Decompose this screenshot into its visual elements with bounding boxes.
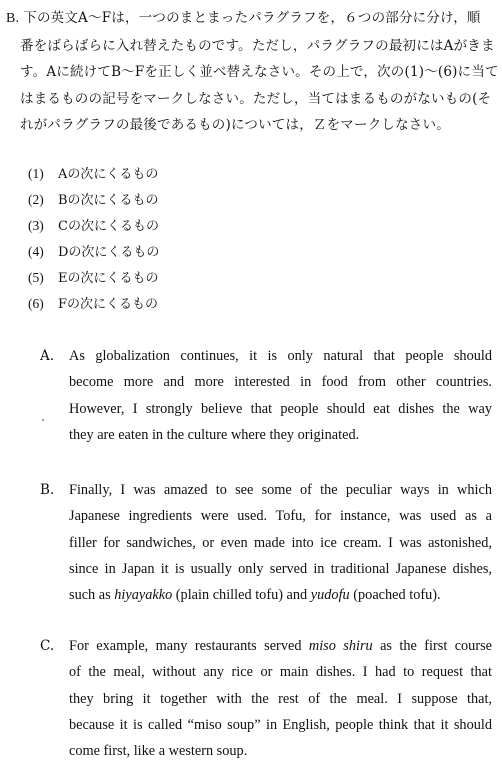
question-text: Dの次にくるもの <box>58 245 160 260</box>
paragraph-line: such as hiyayakko (plain chilled tofu) and yudofu (poached tofu). <box>69 587 441 604</box>
section-b-instructions <box>6 5 499 139</box>
paragraph-label: C. <box>40 638 55 654</box>
question-text: Fの次にくるもの <box>58 297 159 312</box>
question-number: (6) <box>28 296 44 311</box>
question-1[interactable] <box>28 161 328 187</box>
question-number: (3) <box>28 218 44 233</box>
section-label: B. <box>6 11 20 26</box>
question-6[interactable] <box>28 291 328 317</box>
instruction-line-3: す。Aに続けてB〜Fを正しく並べ替えなさい。その上で，次の(1)〜(6)に当て <box>20 64 499 80</box>
japanese-term: miso shiru <box>308 638 373 654</box>
paragraph-a <box>40 343 492 448</box>
paragraph-line: become more and more interested in food from other countries. <box>69 374 492 391</box>
paragraph-c <box>40 633 492 764</box>
paragraph-line: they are eaten in the culture where they originated. <box>69 426 360 443</box>
instruction-line-5: れがパラグラフの最後であるもの)については，Ｚをマークしなさい。 <box>20 117 450 133</box>
question-number: (1) <box>28 166 44 181</box>
instruction-line-4: はまるものの記号をマークしなさい。ただし，当てはまるものがないもの(そ <box>20 90 492 107</box>
instruction-line-2: 番をばらばらに入れ替えたものです。ただし，パラグラフの最初にはAがきま <box>20 37 495 54</box>
question-number: (4) <box>28 244 44 259</box>
paragraph-line: since in Japan it is usually only served in traditional Japanese dishes, <box>69 560 492 577</box>
question-text: Eの次にくるもの <box>58 271 159 286</box>
paragraph-line: they bring it together with the rest of the meal. I suppose that, <box>69 690 492 707</box>
question-list <box>28 161 328 317</box>
paragraph-line: come first, like a western soup. <box>69 743 248 760</box>
paragraph-line: because it is called “miso soup” in English, people think that it should <box>69 716 492 733</box>
paragraph-line: For example, many restaurants served miso shiru as the first course <box>69 638 493 654</box>
instruction-line-1: B. 下の英文A〜Fは，一つのまとまったパラグラフを，６つの部分に分け，順 <box>6 10 481 26</box>
paragraph-line: However, I strongly believe that people should eat dishes the way <box>69 400 492 417</box>
japanese-term: yudofu <box>310 587 350 604</box>
paragraph-line: As globalization continues, it is only natural that people should <box>69 348 492 364</box>
question-text: Bの次にくるもの <box>58 193 159 208</box>
question-text: Aの次にくるもの <box>58 167 159 182</box>
question-3[interactable] <box>28 213 328 239</box>
question-4[interactable] <box>28 239 328 265</box>
question-number: (2) <box>28 192 44 207</box>
paragraph-line: filler for sandwiches, or even made into ice cream. I was astonished, <box>69 534 492 551</box>
paragraph-line: Finally, I was amazed to see some of the peculiar ways in which <box>69 482 492 498</box>
paragraph-line: of the meal, without any rice or main dishes. I had to request that <box>69 664 492 681</box>
question-text: Cの次にくるもの <box>58 219 159 234</box>
paragraph-label: A. <box>40 348 55 364</box>
paragraph-line: Japanese ingredients were used. Tofu, for instance, was used as a <box>69 508 492 525</box>
paragraph-label: B. <box>40 482 55 498</box>
paragraph-b <box>40 477 492 608</box>
japanese-term: hiyayakko <box>114 587 173 604</box>
question-2[interactable] <box>28 187 328 213</box>
question-number: (5) <box>28 270 44 285</box>
question-5[interactable] <box>28 265 328 291</box>
